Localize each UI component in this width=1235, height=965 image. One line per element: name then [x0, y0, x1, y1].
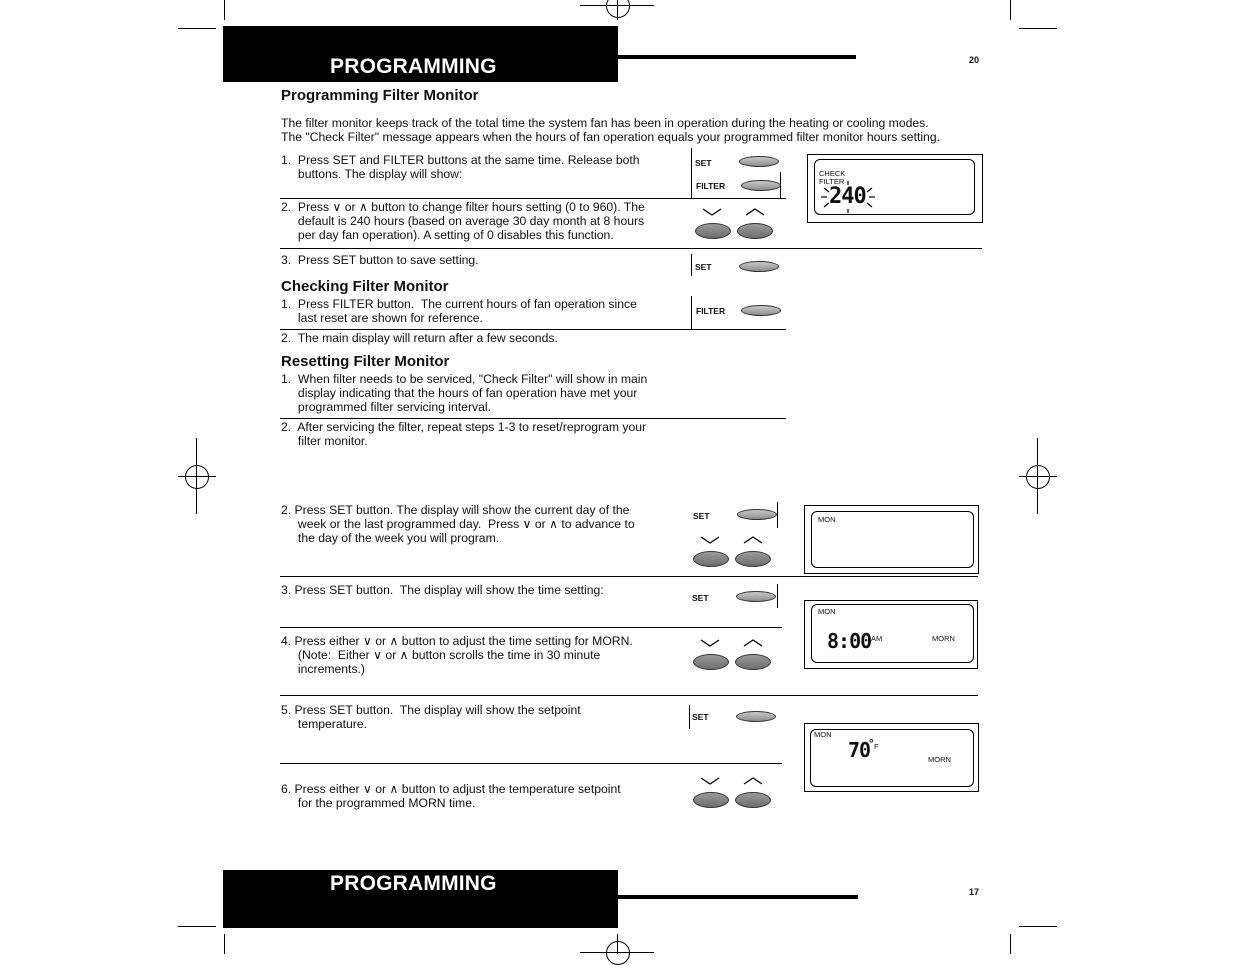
period-indicator: MORN [932, 634, 955, 643]
divider [777, 502, 778, 528]
filter-button[interactable] [741, 180, 781, 191]
step-text: 1. When filter needs to be serviced, "Check Filter" will show in main display indicating that the hours of fan operation have met your programmed filter servicing interval. [281, 372, 648, 414]
check-filter-indicator: CHECK FILTER [819, 169, 846, 186]
page-title: PROGRAMMING [330, 55, 497, 78]
unit-indicator: F [874, 742, 879, 751]
divider [280, 695, 978, 696]
temperature-readout: 70 [848, 738, 871, 762]
registration-mark [178, 476, 216, 477]
step-text: 6. Press either ∨ or ∧ button to adjust the temperature setpoint for the programmed MORN time. [281, 782, 621, 810]
set-button[interactable] [736, 591, 776, 602]
intro-text: The "Check Filter" message appears when the hours of fan operation equals your programmed filter monitor hours setting. [281, 130, 940, 144]
down-arrow-icon [700, 535, 720, 545]
divider [280, 576, 978, 577]
registration-mark [580, 952, 654, 953]
divider [777, 584, 778, 608]
divider [280, 627, 782, 628]
up-arrow-icon [745, 207, 765, 217]
divider [280, 329, 786, 330]
page-number: 17 [969, 887, 980, 897]
intro-text: The filter monitor keeps track of the total time the system fan has been in operation during the heating or cooling modes. [281, 116, 929, 130]
up-arrow-icon [743, 776, 763, 786]
flash-indicator-icon [820, 181, 876, 213]
section-title: Checking Filter Monitor [281, 278, 449, 295]
set-button[interactable] [739, 261, 779, 272]
page-title: PROGRAMMING [330, 872, 497, 895]
registration-mark [606, 941, 630, 965]
down-button[interactable] [695, 223, 731, 239]
registration-mark [617, 934, 618, 954]
down-button[interactable] [693, 654, 729, 670]
divider [689, 705, 690, 729]
registration-mark [1019, 476, 1057, 477]
filter-button-label: FILTER [696, 306, 726, 316]
registration-mark [617, 0, 618, 20]
crop-mark [1010, 0, 1011, 20]
registration-mark [580, 5, 654, 6]
crop-mark [1019, 28, 1057, 29]
up-arrow-icon [743, 535, 763, 545]
up-button[interactable] [735, 654, 771, 670]
section-title: Resetting Filter Monitor [281, 353, 450, 370]
step-text: 2. Press ∨ or ∧ button to change filter hours setting (0 to 960). The default is 240 hours (based on average 30 day month at 8 hours per day fan operation). A setting of 0 disables this function. [281, 200, 645, 242]
set-button-label: SET [692, 593, 709, 603]
down-arrow-icon [700, 638, 720, 648]
registration-mark [185, 465, 209, 489]
day-indicator: MON [818, 515, 836, 524]
step-text: 4. Press either ∨ or ∧ button to adjust the time setting for MORN. (Note: Either ∨ or ∧ button scrolls the time in 30 minute increments.) [281, 634, 633, 676]
header-rule [618, 55, 856, 59]
step-text: 1. Press SET and FILTER buttons at the same time. Release both buttons. The display will show: [281, 153, 640, 181]
crop-mark [224, 934, 225, 954]
divider [280, 248, 982, 249]
down-arrow-icon [702, 207, 722, 217]
crop-mark [178, 926, 216, 927]
crop-mark [224, 0, 225, 20]
set-button-label: SET [695, 262, 712, 272]
filter-hours-readout: 240 [829, 184, 866, 209]
set-button[interactable] [737, 509, 777, 520]
step-text: 2. Press SET button. The display will show the current day of the week or the last programmed day. Press ∨ or ∧ to advance to the day of the week you will program. [281, 503, 635, 545]
down-arrow-icon [700, 776, 720, 786]
period-indicator: MORN [928, 755, 951, 764]
crop-mark [178, 28, 216, 29]
header-rule [618, 895, 858, 899]
up-button[interactable] [737, 223, 773, 239]
set-button[interactable] [736, 711, 776, 722]
am-indicator: AM [871, 634, 883, 643]
crop-mark [1019, 926, 1057, 927]
crop-mark [1010, 934, 1011, 954]
set-button[interactable] [739, 156, 779, 167]
up-button[interactable] [735, 792, 771, 808]
step-text: 3. Press SET button. The display will show the time setting: [281, 583, 604, 597]
step-text: 2. The main display will return after a few seconds. [281, 331, 558, 345]
divider [691, 254, 692, 276]
registration-mark [606, 0, 630, 18]
page-number: 20 [969, 55, 980, 65]
filter-button[interactable] [741, 305, 781, 316]
up-button[interactable] [735, 551, 771, 567]
filter-button-label: FILTER [696, 181, 726, 191]
divider [280, 418, 786, 419]
day-indicator: MON [814, 730, 832, 739]
set-button-label: SET [692, 712, 709, 722]
step-text: 3. Press SET button to save setting. [281, 253, 479, 267]
divider [691, 296, 692, 330]
down-button[interactable] [693, 792, 729, 808]
day-indicator: MON [818, 607, 836, 616]
registration-mark [1026, 465, 1050, 489]
down-button[interactable] [693, 551, 729, 567]
set-button-label: SET [693, 511, 710, 521]
divider [280, 198, 786, 199]
up-arrow-icon [743, 638, 763, 648]
divider [691, 148, 692, 198]
section-title: Programming Filter Monitor [281, 87, 479, 104]
step-text: 2. After servicing the filter, repeat steps 1-3 to reset/reprogram your filter monitor. [281, 420, 647, 448]
degree-symbol: ° [868, 737, 875, 750]
divider [280, 763, 782, 764]
set-button-label: SET [695, 158, 712, 168]
time-readout: 8:00 [827, 629, 872, 653]
step-text: 1. Press FILTER button. The current hours of fan operation since last reset are shown for reference. [281, 297, 637, 325]
step-text: 5. Press SET button. The display will show the setpoint temperature. [281, 703, 581, 731]
